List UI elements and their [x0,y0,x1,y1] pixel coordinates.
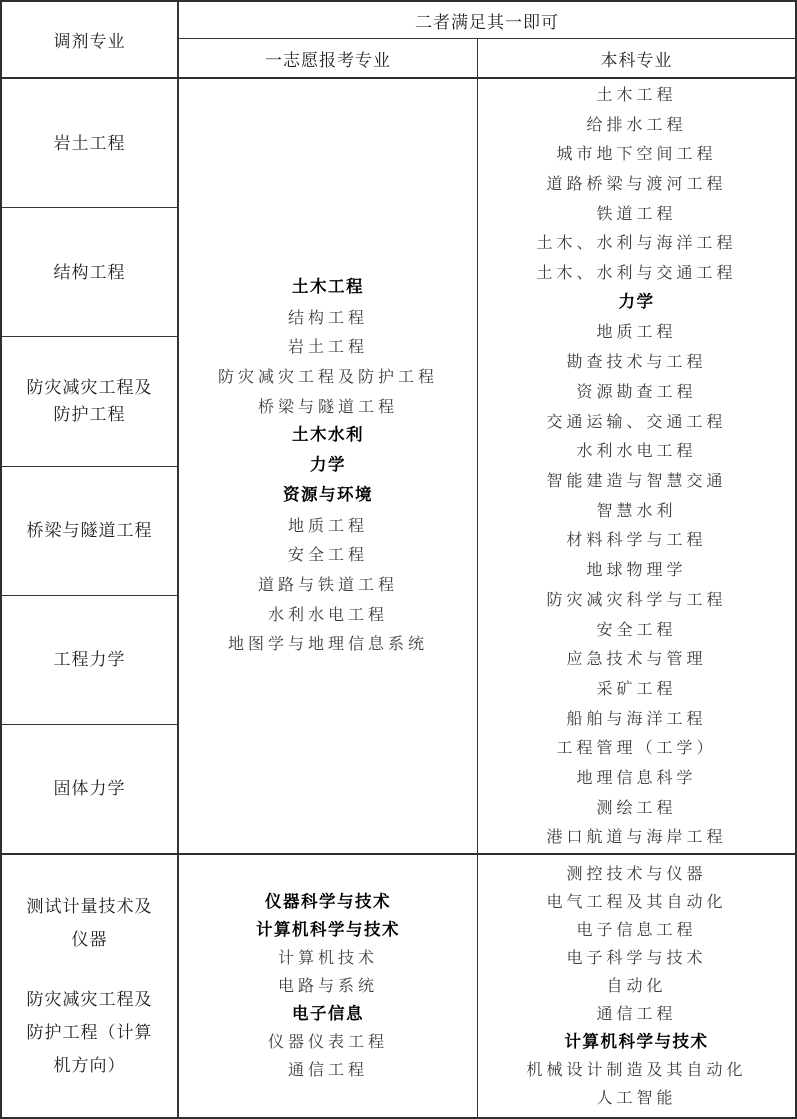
undergrad-major-item: 采矿工程 [596,678,677,698]
first-choice-major-item: 力学 [310,456,346,475]
undergrad-major-item: 船舶与海洋工程 [566,708,707,728]
first-choice-major-item: 电子信息 [292,1005,364,1023]
adjust-major-line: 测试计量技术及仪器 [26,897,153,949]
header-adjust-major: 调剂专业 [2,2,179,77]
undergrad-major-item: 工程管理（工学） [556,738,717,758]
undergrad-major-item: 力学 [618,292,655,311]
first-choice-major-item: 桥梁与隧道工程 [257,396,398,416]
undergrad-major-item: 港口航道与海岸工程 [546,827,727,847]
header-condition-group [179,2,795,77]
table-header [2,2,795,79]
undergrad-major-item: 机械设计制造及其自动化 [526,1060,747,1079]
undergrad-major-item: 土木工程 [596,84,677,104]
first-choice-major-item: 通信工程 [287,1060,368,1079]
adjust-major-cell: 桥梁与隧道工程 [2,467,177,596]
first-choice-major-item: 土木工程 [292,277,364,296]
header-undergrad-major: 本科专业 [600,50,673,70]
first-choice-major-item: 仪器科学与技术 [265,893,391,911]
section2-first-choice-list [179,855,478,1117]
undergrad-major-item: 水利水电工程 [576,441,697,461]
first-choice-major-item: 水利水电工程 [267,604,388,624]
adjust-major-cell: 岩土工程 [2,79,177,208]
adjust-major-cell: 工程力学 [2,596,177,725]
header-subcolumns [179,39,795,77]
section-instrument-computer [2,853,795,1117]
undergrad-major-item: 交通运输、交通工程 [546,411,727,431]
undergrad-major-item: 勘查技术与工程 [566,352,707,372]
section2-adjust-major-cell [2,855,179,1117]
undergrad-major-item: 电子科学与技术 [566,948,707,967]
section1-undergrad-list [478,79,795,853]
undergrad-major-item: 给排水工程 [586,114,687,134]
undergrad-major-item: 铁道工程 [596,203,677,223]
first-choice-major-item: 道路与铁道工程 [257,574,398,594]
undergrad-major-item: 防灾减灾科学与工程 [546,589,727,609]
undergrad-major-item: 智能建造与智慧交通 [546,471,727,490]
undergrad-major-item: 人工智能 [596,1088,677,1107]
first-choice-major-item: 岩土工程 [287,337,368,357]
undergrad-major-item: 电子信息工程 [576,920,697,939]
first-choice-major-item: 计算机科学与技术 [256,921,400,939]
undergrad-major-item: 城市地下空间工程 [556,144,717,164]
first-choice-major-item: 仪器仪表工程 [267,1032,388,1051]
first-choice-major-item: 安全工程 [287,545,368,565]
undergrad-major-item: 材料科学与工程 [566,530,707,550]
adjust-major-cell: 结构工程 [2,208,177,337]
undergrad-major-item: 土木、水利与海洋工程 [536,233,737,253]
first-choice-major-item: 土木水利 [292,426,364,445]
section2-undergrad-list [478,855,795,1117]
adjust-major-cell: 固体力学 [53,779,126,799]
first-choice-major-item: 防灾减灾工程及防护工程 [217,367,438,387]
undergrad-major-item: 测绘工程 [596,797,677,817]
first-choice-major-item: 计算机技术 [277,948,378,967]
header-condition: 二者满足其一即可 [179,2,795,39]
section1-first-choice-list [179,79,478,853]
undergrad-major-item: 电气工程及其自动化 [546,892,727,911]
undergrad-major-item: 地理信息科学 [576,768,697,788]
first-choice-major-item: 结构工程 [287,307,368,327]
header-first-choice-major: 一志愿报考专业 [179,39,478,77]
undergrad-major-item: 安全工程 [596,619,677,639]
undergrad-major-item: 测控技术与仪器 [566,864,707,883]
adjust-major-cell: 防灾减灾工程及防护工程 [2,337,177,466]
first-choice-major-item: 资源与环境 [283,485,373,504]
section1-adjust-major-column [2,79,179,853]
adjust-major-line: 防灾减灾工程及防护工程（计算机方向） [26,990,153,1075]
first-choice-major-item: 地图学与地理信息系统 [227,634,428,654]
undergrad-major-item: 地球物理学 [586,560,687,580]
undergrad-major-item: 计算机科学与技术 [564,1033,709,1051]
undergrad-major-item: 自动化 [606,976,667,995]
first-choice-major-item: 电路与系统 [277,976,378,995]
undergrad-major-item: 应急技术与管理 [566,649,707,669]
undergrad-major-item: 通信工程 [596,1004,677,1023]
first-choice-major-item: 地质工程 [287,515,368,535]
undergrad-major-item: 土木、水利与交通工程 [536,263,737,283]
undergrad-major-item: 资源勘查工程 [576,381,697,401]
undergrad-major-item: 地质工程 [596,322,677,342]
undergrad-major-item: 智慧水利 [596,500,677,520]
undergrad-major-item: 道路桥梁与渡河工程 [546,173,727,193]
section-civil-engineering [2,79,795,853]
